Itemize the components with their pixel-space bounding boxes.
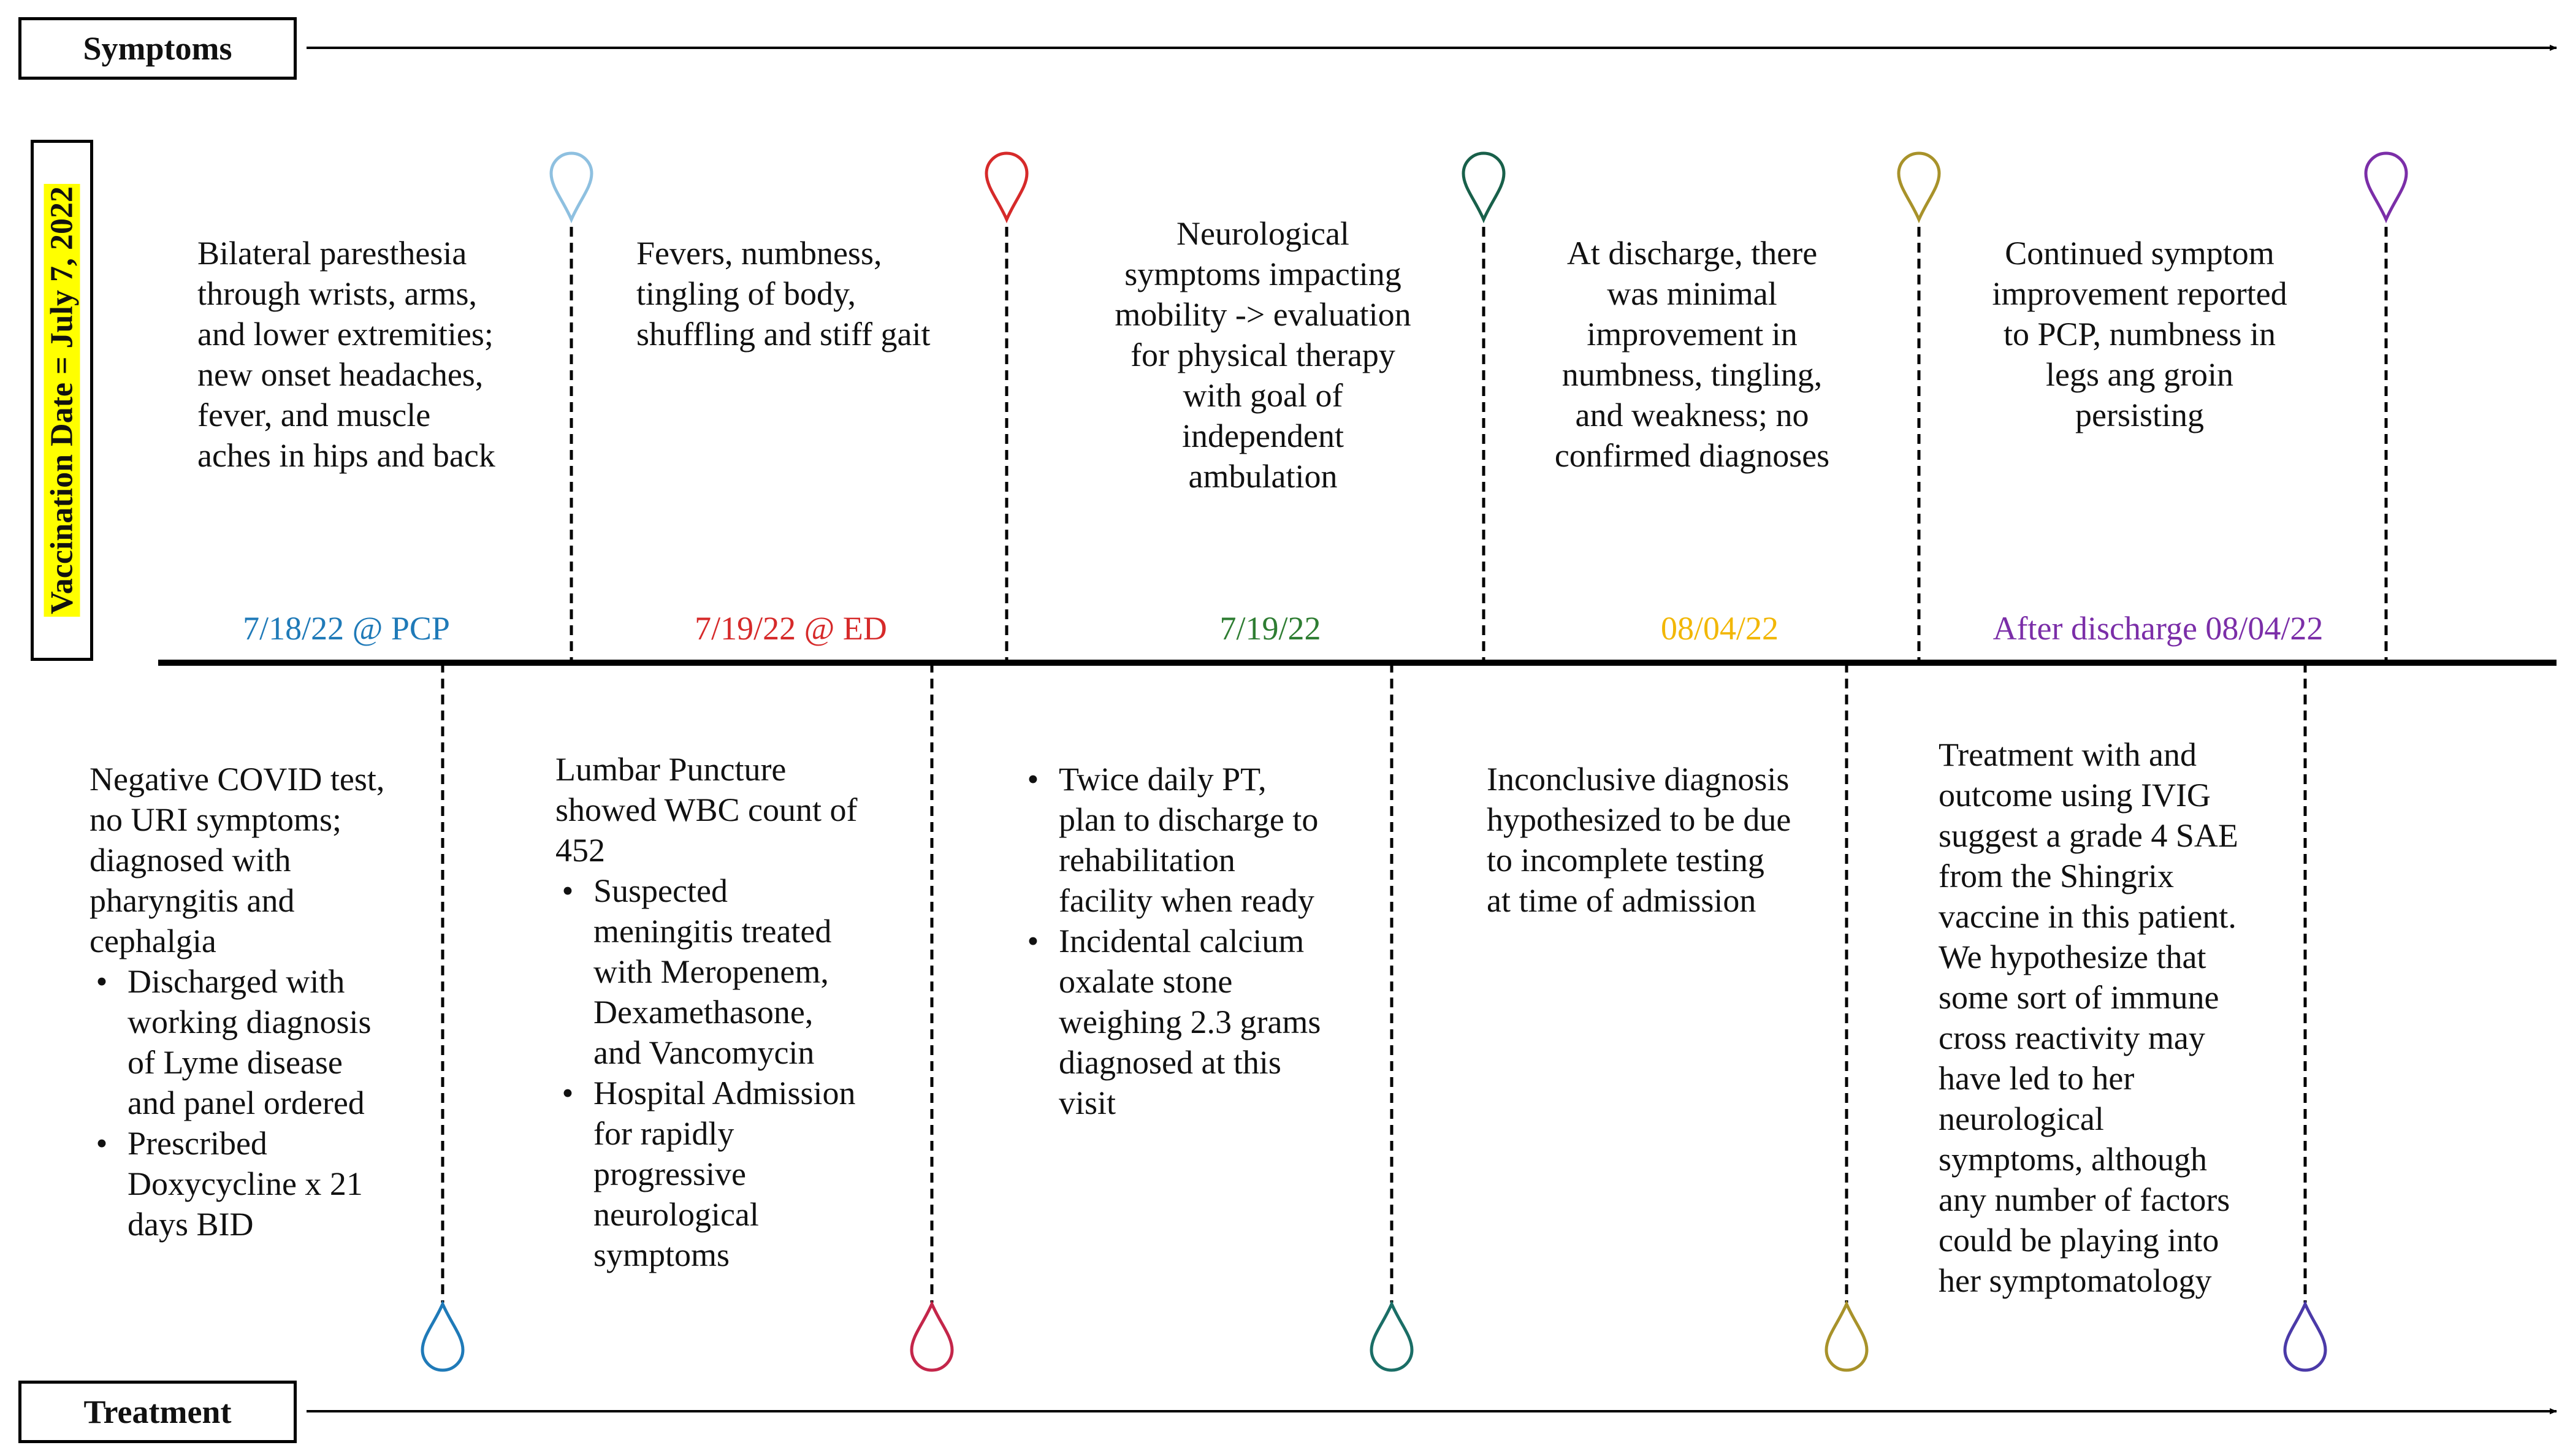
treatment-bullet-line: rehabilitation (1059, 842, 1235, 879)
treatment-line: could be playing into (1939, 1222, 2219, 1259)
treatment-bullet-line: days BID (128, 1206, 254, 1243)
symptom-description (197, 233, 541, 476)
treatment-bullet-line: • Hospital Admission (593, 1075, 856, 1111)
symptom-pin-icon (1463, 153, 1504, 219)
treatment-bullet-line: oxalate stone (1059, 963, 1233, 1000)
symptom-line: legs ang groin (2046, 356, 2233, 393)
treatment-line: Negative COVID test, (90, 761, 385, 798)
treatment-description (555, 749, 899, 1275)
treatment-bullet (593, 1073, 899, 1275)
symptom-line: aches in hips and back (197, 437, 495, 474)
treatment-bullet-line: of Lyme disease (128, 1044, 343, 1081)
treatment-line: Lumbar Puncture (555, 751, 787, 788)
treatment-bullet-line: and panel ordered (128, 1084, 365, 1121)
symptom-line: confirmed diagnoses (1554, 437, 1830, 474)
treatment-bullet-list (1021, 759, 1389, 1123)
treatment-pin-icon (1826, 1304, 1867, 1370)
symptom-description (1962, 233, 2317, 435)
event-date-label: 7/18/22 @ PCP (243, 610, 450, 647)
event-date-label: 08/04/22 (1660, 610, 1779, 647)
treatment-bullet-line: working diagnosis (128, 1004, 372, 1040)
symptom-line: Fevers, numbness, (636, 235, 882, 272)
treatment-bullet-line: • Twice daily PT, (1059, 761, 1267, 798)
treatment-line: have led to her (1939, 1060, 2135, 1097)
treatment-bullet (1059, 759, 1389, 921)
treatment-bullet-line: neurological (593, 1196, 759, 1233)
treatment-description (1487, 759, 1842, 921)
treatment-bullet-line: progressive (593, 1156, 746, 1192)
symptom-line: improvement reported (1992, 275, 2287, 312)
symptom-line: persisting (2075, 397, 2204, 433)
treatment-bullet-line: Doxycycline x 21 (128, 1165, 363, 1202)
treatment-bullet-line: and Vancomycin (593, 1034, 815, 1071)
treatment-line: hypothesized to be due (1487, 801, 1791, 838)
treatment-bullet-line: • Prescribed (128, 1125, 267, 1162)
treatment-line: cephalgia (90, 923, 216, 959)
treatment-bullet-line: plan to discharge to (1059, 801, 1319, 838)
treatment-line: no URI symptoms; (90, 801, 342, 838)
treatment-pin-icon (1371, 1304, 1412, 1370)
treatment-bullet-line: diagnosed at this (1059, 1044, 1281, 1081)
symptom-line: and weakness; no (1575, 397, 1809, 433)
symptoms-label-box (18, 17, 297, 80)
treatment-label-box (18, 1381, 297, 1443)
treatment-line: Treatment with and (1939, 736, 2197, 773)
treatment-bullet-line: with Meropenem, (593, 953, 829, 990)
event-date-label: 7/19/22 (1219, 610, 1321, 647)
treatment-pin-icon (422, 1304, 463, 1370)
event-date-label: 7/19/22 @ ED (695, 610, 887, 647)
symptom-line: to PCP, numbness in (2003, 316, 2276, 353)
symptom-description (1514, 233, 1870, 476)
symptom-line: was minimal (1607, 275, 1777, 312)
treatment-pin-icon (912, 1304, 952, 1370)
treatment-bullet-line: • Discharged with (128, 963, 345, 1000)
vaccination-date-label: Vaccination Date = July 7, 2022 (44, 184, 80, 617)
symptom-line: for physical therapy (1131, 337, 1395, 373)
treatment-line: neurological (1939, 1100, 2104, 1137)
treatment-line: her symptomatology (1939, 1262, 2212, 1299)
treatment-bullet (1059, 921, 1389, 1123)
symptoms-label: Symptoms (83, 30, 232, 67)
symptom-line: with goal of (1183, 377, 1343, 414)
treatment-line: outcome using IVIG (1939, 777, 2211, 814)
symptom-line: tingling of body, (636, 275, 856, 312)
treatment-pin-icon (2285, 1304, 2325, 1370)
symptom-line: fever, and muscle (197, 397, 431, 433)
symptom-pin-icon (551, 153, 592, 219)
treatment-bullet-line: weighing 2.3 grams (1059, 1004, 1321, 1040)
symptom-line: new onset headaches, (197, 356, 484, 393)
treatment-line: 452 (555, 832, 605, 869)
treatment-line: cross reactivity may (1939, 1020, 2205, 1056)
treatment-line: vaccine in this patient. (1939, 898, 2236, 935)
symptom-line: mobility -> evaluation (1115, 296, 1411, 333)
symptom-line: numbness, tingling, (1561, 356, 1823, 393)
event-date-label: After discharge 08/04/22 (1992, 610, 2324, 647)
treatment-line: showed WBC count of (555, 791, 858, 828)
symptom-line: independent (1182, 417, 1344, 454)
symptom-pin-icon (986, 153, 1027, 219)
treatment-line: any number of factors (1939, 1181, 2230, 1218)
symptom-line: improvement in (1587, 316, 1798, 353)
treatment-line: diagnosed with (90, 842, 291, 879)
treatment-bullet-line: visit (1059, 1084, 1116, 1121)
symptom-description (1085, 213, 1441, 497)
symptom-description (636, 233, 980, 354)
treatment-bullet (128, 961, 433, 1123)
treatment-description (1021, 759, 1389, 1123)
treatment-line: to incomplete testing (1487, 842, 1764, 879)
symptom-line: Neurological (1176, 215, 1349, 252)
treatment-bullet-line: Dexamethasone, (593, 994, 814, 1031)
treatment-description (90, 759, 433, 1244)
treatment-bullet (593, 871, 899, 1073)
symptom-line: shuffling and stiff gait (636, 316, 931, 353)
treatment-line: We hypothesize that (1939, 939, 2206, 975)
treatment-bullet-line: • Suspected (593, 872, 728, 909)
symptom-line: and lower extremities; (197, 316, 494, 353)
treatment-line: symptoms, although (1939, 1141, 2208, 1178)
treatment-line: pharyngitis and (90, 882, 295, 919)
treatment-line: some sort of immune (1939, 979, 2219, 1016)
treatment-line: suggest a grade 4 SAE (1939, 817, 2238, 854)
treatment-line: Inconclusive diagnosis (1487, 761, 1790, 798)
treatment-label: Treatment (83, 1393, 232, 1430)
treatment-description (1939, 734, 2294, 1301)
symptom-line: Bilateral paresthesia (197, 235, 467, 272)
symptom-line: At discharge, there (1566, 235, 1818, 272)
treatment-bullet-line: for rapidly (593, 1115, 734, 1152)
treatment-bullet-line: facility when ready (1059, 882, 1314, 919)
symptom-line: Continued symptom (2005, 235, 2274, 272)
treatment-bullet-list (555, 871, 899, 1275)
symptom-line: symptoms impacting (1124, 256, 1401, 292)
treatment-bullet-line: meningitis treated (593, 913, 832, 950)
symptom-pin-icon (1899, 153, 1939, 219)
symptom-line: through wrists, arms, (197, 275, 477, 312)
treatment-bullet (128, 1123, 433, 1244)
treatment-bullet-line: • Incidental calcium (1059, 923, 1305, 959)
symptom-pin-icon (2366, 153, 2406, 219)
treatment-line: at time of admission (1487, 882, 1756, 919)
treatment-bullet-list (90, 961, 433, 1244)
treatment-bullet-line: symptoms (593, 1237, 730, 1273)
symptom-line: ambulation (1188, 458, 1338, 495)
vaccination-date-box (31, 140, 93, 661)
treatment-line: from the Shingrix (1939, 858, 2174, 894)
